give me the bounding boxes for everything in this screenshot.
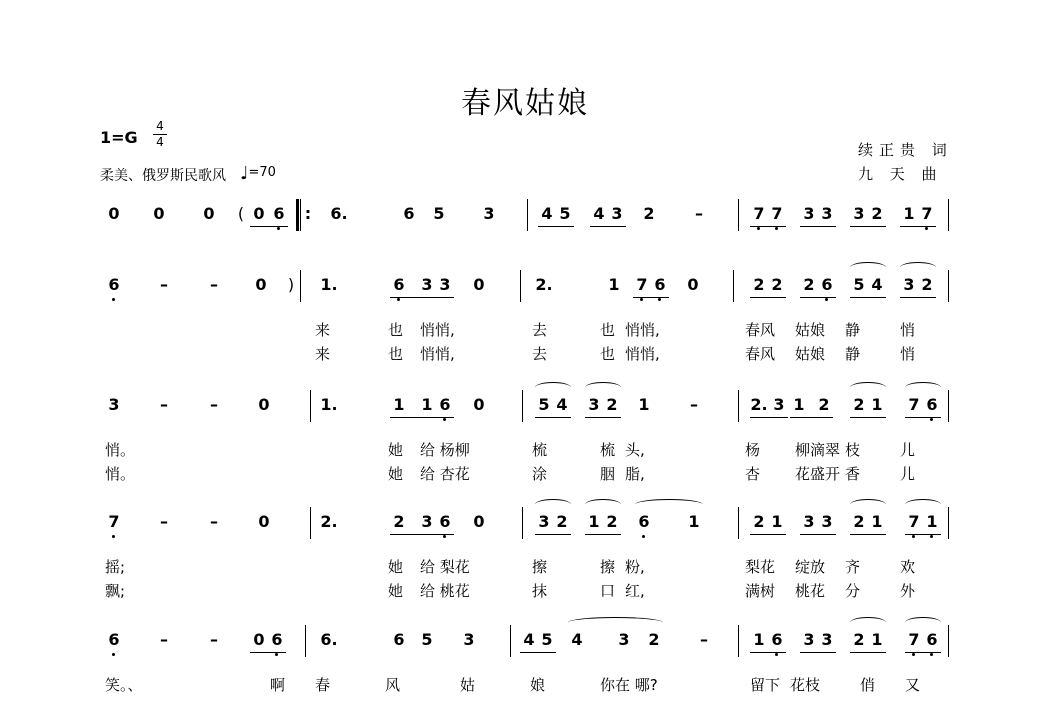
beam-underline (520, 652, 556, 653)
lyric-word: 脂, (625, 465, 645, 483)
note: 3 (821, 204, 833, 223)
lyric-word: 悄悄, (420, 321, 455, 339)
lyric-word: 春 (315, 676, 331, 694)
note: 7 (908, 395, 920, 414)
note: 3 (853, 204, 865, 223)
note: 0 (108, 204, 120, 223)
lyric-word: 也 (388, 321, 404, 339)
note: 2 (803, 275, 815, 294)
lyric-word: 杨 (745, 441, 761, 459)
note: 3 (821, 630, 833, 649)
beam-underline (750, 297, 786, 298)
note: 3 (803, 512, 815, 531)
note: 6 (436, 395, 454, 414)
note: – (210, 275, 218, 294)
note: 1. (320, 395, 338, 414)
lyric-word: 柳滴翠 (795, 441, 841, 459)
beam-underline (850, 652, 886, 653)
barline (948, 390, 949, 422)
note: – (160, 275, 168, 294)
note: 7 (918, 204, 936, 223)
note: 5 (433, 204, 445, 223)
lyric-word: 悄。 (105, 441, 136, 459)
score-line (0, 395, 1050, 483)
note: 1 (393, 395, 405, 414)
note: 3 (821, 512, 833, 531)
lyric-word: 给 杨柳 (420, 441, 470, 459)
note: 2 (853, 630, 865, 649)
lyric-word: 梳 (532, 441, 548, 459)
slur-arc (900, 262, 936, 273)
lyric-word: 香 (845, 465, 861, 483)
note: 5 (421, 630, 433, 649)
lyric-word: 给 梨花 (420, 558, 470, 576)
lyric-word: 她 (388, 582, 404, 600)
note: 0 (687, 275, 699, 294)
lyric-word: 也 (600, 345, 616, 363)
style-marking: 柔美、俄罗斯民歌风 (100, 168, 226, 184)
lyric-word: 擦 (600, 558, 616, 576)
note: 6 (105, 275, 123, 294)
beam-underline (250, 226, 288, 227)
beam-underline (633, 297, 669, 298)
score-line (0, 204, 1050, 244)
note: 4 (871, 275, 883, 294)
note: 1 (923, 512, 941, 531)
note: 3 (803, 204, 815, 223)
beam-underline (800, 652, 836, 653)
beam-underline (905, 652, 941, 653)
note: 1 (871, 512, 883, 531)
note: 7 (905, 512, 923, 531)
lyric-word: 外 (900, 582, 916, 600)
note: 6 (270, 204, 288, 223)
repeat-barline (296, 199, 299, 231)
note: – (700, 630, 708, 649)
barline (522, 507, 523, 539)
note: 6 (635, 512, 653, 531)
note: 0 (255, 275, 267, 294)
quarter-note-icon: ♩ (240, 163, 249, 184)
lyric-word: 给 杏花 (420, 465, 470, 483)
note: 7 (633, 275, 651, 294)
note: 6 (923, 395, 941, 414)
barline (522, 390, 523, 422)
slur-arc (905, 617, 941, 628)
barline (733, 270, 734, 302)
lyric-word: 儿 (900, 441, 916, 459)
note: 6 (268, 630, 286, 649)
lyric-word: 花盛开 (795, 465, 841, 483)
beam-underline (800, 226, 836, 227)
lyric-word: 你在 哪? (600, 676, 658, 694)
note: 6 (403, 204, 415, 223)
barline (520, 270, 521, 302)
meter-bottom: 4 (156, 135, 164, 149)
note: 1 (421, 395, 433, 414)
note: 2 (818, 395, 830, 414)
barline (948, 199, 949, 231)
note: 4 (593, 204, 605, 223)
lyric-word: 粉, (625, 558, 645, 576)
note: 1 (753, 630, 765, 649)
slur-arc (850, 262, 886, 273)
lyric-word: 去 (532, 345, 548, 363)
lyric-word: 口 (600, 582, 616, 600)
note: 3 (611, 204, 623, 223)
note: 6 (818, 275, 836, 294)
beam-underline (900, 297, 936, 298)
beam-underline (750, 652, 786, 653)
lyric-word: 留下 (750, 676, 781, 694)
lyricist-credit: 续正贵 词 (858, 141, 953, 159)
lyric-word: 胭 (600, 465, 616, 483)
note: – (160, 630, 168, 649)
note: 6 (651, 275, 669, 294)
note: 2 (648, 630, 660, 649)
lyric-word: 又 (905, 676, 921, 694)
note: – (160, 395, 168, 414)
barline (310, 390, 311, 422)
beam-underline (590, 226, 626, 227)
note: 7 (105, 512, 123, 531)
note: – (210, 630, 218, 649)
score-line (0, 512, 1050, 600)
note: 4 (523, 630, 535, 649)
lyric-word: 桃花 (795, 582, 826, 600)
beam-underline (750, 534, 786, 535)
slur-arc (850, 499, 886, 510)
time-signature (153, 120, 167, 149)
lyric-word: 头, (625, 441, 645, 459)
lyric-word: 她 (388, 558, 404, 576)
note: 3 (538, 512, 550, 531)
note: 2 (643, 204, 655, 223)
note: 2 (556, 512, 568, 531)
note: – (210, 395, 218, 414)
slur-arc (535, 499, 571, 510)
lyric-word: 风 (385, 676, 401, 694)
slur-arc (568, 617, 663, 628)
lyric-word: 悄悄, (625, 345, 660, 363)
barline (310, 507, 311, 539)
note: 0 (203, 204, 215, 223)
note: 1 (688, 512, 700, 531)
note: 2. (320, 512, 338, 531)
slur-arc (585, 499, 621, 510)
note: 2 (771, 275, 783, 294)
note: 3 (618, 630, 630, 649)
note: – (690, 395, 698, 414)
lyric-word: 啊 (270, 676, 286, 694)
barline (948, 625, 949, 657)
barline (738, 390, 739, 422)
slur-arc (850, 382, 886, 393)
note: 1 (771, 512, 783, 531)
note: 0 (253, 630, 265, 649)
lyric-word: 梨花 (745, 558, 776, 576)
note: 0 (258, 395, 270, 414)
note: 2 (853, 512, 865, 531)
lyric-word: 枝 (845, 441, 861, 459)
lyric-word: 花枝 (790, 676, 821, 694)
barline (738, 625, 739, 657)
lyric-word: 飘; (105, 582, 126, 600)
note: ) (287, 275, 295, 294)
note: ( (237, 204, 245, 223)
beam-underline (535, 534, 571, 535)
beam-underline (905, 417, 941, 418)
repeat-dots: : (304, 204, 312, 223)
barline (305, 625, 306, 657)
note: 2 (871, 204, 883, 223)
note: 0 (473, 275, 485, 294)
note: 0 (253, 204, 265, 223)
note: 2 (921, 275, 933, 294)
lyric-word: 红, (625, 582, 645, 600)
beam-underline (750, 226, 786, 227)
lyric-word: 绽放 (795, 558, 826, 576)
beam-underline (850, 226, 886, 227)
note: – (695, 204, 703, 223)
lyric-word: 悄悄, (625, 321, 660, 339)
note: 6 (393, 630, 405, 649)
note: 2 (853, 395, 865, 414)
note: 7 (750, 204, 768, 223)
score-line (0, 630, 1050, 694)
lyric-word: 静 (845, 321, 861, 339)
note: 3 (108, 395, 120, 414)
slur-arc (905, 499, 941, 510)
lyric-word: 分 (845, 582, 861, 600)
note: 3 (439, 275, 451, 294)
beam-underline (538, 226, 574, 227)
note: 2 (393, 512, 405, 531)
lyric-word: 悄。 (105, 465, 136, 483)
note: 1 (871, 630, 883, 649)
beam-underline (790, 417, 833, 418)
lyric-word: 娘 (530, 676, 546, 694)
lyric-word: 姑娘 (795, 345, 826, 363)
lyric-word: 春风 (745, 321, 776, 339)
lyric-word: 悄 (900, 345, 916, 363)
note: 6 (390, 275, 408, 294)
note: 2. (535, 275, 553, 294)
lyric-word: 来 (315, 345, 331, 363)
note: 0 (473, 512, 485, 531)
note: 6 (436, 512, 454, 531)
note: 0 (258, 512, 270, 531)
lyric-word: 俏 (860, 676, 876, 694)
score-line (0, 275, 1050, 363)
note: 7 (905, 630, 923, 649)
lyric-word: 她 (388, 441, 404, 459)
beam-underline (850, 417, 886, 418)
note: 1 (608, 275, 620, 294)
barline (300, 270, 301, 302)
lyric-word: 儿 (900, 465, 916, 483)
note: 2. (750, 395, 768, 414)
tempo-value: =70 (248, 165, 276, 180)
note: 1 (871, 395, 883, 414)
lyric-word: 擦 (532, 558, 548, 576)
note: 3 (421, 275, 433, 294)
note: 7 (768, 204, 786, 223)
lyric-word: 涂 (532, 465, 548, 483)
beam-underline (750, 417, 788, 418)
note: 4 (541, 204, 553, 223)
lyric-word: 她 (388, 465, 404, 483)
beam-underline (535, 417, 571, 418)
lyric-word: 梳 (600, 441, 616, 459)
note: 5 (538, 395, 550, 414)
barline (300, 199, 301, 231)
lyric-word: 也 (388, 345, 404, 363)
tempo-marking (240, 160, 276, 184)
note: – (160, 512, 168, 531)
slur-arc (535, 382, 571, 393)
note: 0 (473, 395, 485, 414)
note: 4 (571, 630, 583, 649)
note: 1 (638, 395, 650, 414)
lyric-word: 来 (315, 321, 331, 339)
note: 4 (556, 395, 568, 414)
lyric-word: 悄悄, (420, 345, 455, 363)
lyric-word: 齐 (845, 558, 861, 576)
beam-underline (900, 226, 936, 227)
key-signature (100, 128, 138, 147)
composer-credit: 九 天 曲 (858, 165, 943, 183)
beam-underline (850, 534, 886, 535)
meter-top: 4 (156, 119, 164, 133)
note: 6 (105, 630, 123, 649)
barline (510, 625, 511, 657)
lyric-word: 姑娘 (795, 321, 826, 339)
note: 6 (768, 630, 786, 649)
beam-underline (585, 534, 621, 535)
barline (527, 199, 528, 231)
note: 2 (606, 395, 618, 414)
note: 3 (588, 395, 600, 414)
note: 1 (903, 204, 915, 223)
note: 0 (153, 204, 165, 223)
beam-underline (418, 297, 454, 298)
note: 3 (483, 204, 495, 223)
note: 3 (773, 395, 785, 414)
note: 2 (753, 512, 765, 531)
lyric-word: 抹 (532, 582, 548, 600)
lyric-word: 也 (600, 321, 616, 339)
beam-underline (905, 534, 941, 535)
lyric-word: 静 (845, 345, 861, 363)
note: 3 (903, 275, 915, 294)
slur-arc (850, 617, 886, 628)
lyric-word: 去 (532, 321, 548, 339)
lyric-word: 姑 (460, 676, 476, 694)
note: 5 (853, 275, 865, 294)
beam-underline (418, 534, 454, 535)
beam-underline (418, 417, 454, 418)
beam-underline (250, 652, 286, 653)
note: 3 (803, 630, 815, 649)
note: 2 (753, 275, 765, 294)
note: 6. (330, 204, 348, 223)
lyric-word: 给 桃花 (420, 582, 470, 600)
note: 5 (559, 204, 571, 223)
note: 6 (923, 630, 941, 649)
barline (948, 507, 949, 539)
beam-underline (800, 534, 836, 535)
note: 1. (320, 275, 338, 294)
beam-underline (800, 297, 836, 298)
beam-underline (585, 417, 621, 418)
slur-arc (905, 382, 941, 393)
barline (948, 270, 949, 302)
note: 1 (793, 395, 805, 414)
note: 5 (541, 630, 553, 649)
lyric-word: 悄 (900, 321, 916, 339)
note: – (210, 512, 218, 531)
note: 2 (606, 512, 618, 531)
note: 6. (320, 630, 338, 649)
note: 3 (421, 512, 433, 531)
note: 1 (588, 512, 600, 531)
note: 3 (463, 630, 475, 649)
barline (738, 507, 739, 539)
lyric-word: 笑。、 (105, 676, 143, 694)
lyric-word: 春风 (745, 345, 776, 363)
barline (738, 199, 739, 231)
slur-arc (585, 382, 621, 393)
slur-arc (635, 499, 703, 510)
lyric-word: 欢 (900, 558, 916, 576)
key-text: 1=G (100, 128, 138, 147)
lyric-word: 杏 (745, 465, 761, 483)
beam-underline (850, 297, 886, 298)
lyric-word: 摇; (105, 558, 126, 576)
lyric-word: 满树 (745, 582, 776, 600)
song-title: 春风姑娘 (461, 86, 589, 121)
